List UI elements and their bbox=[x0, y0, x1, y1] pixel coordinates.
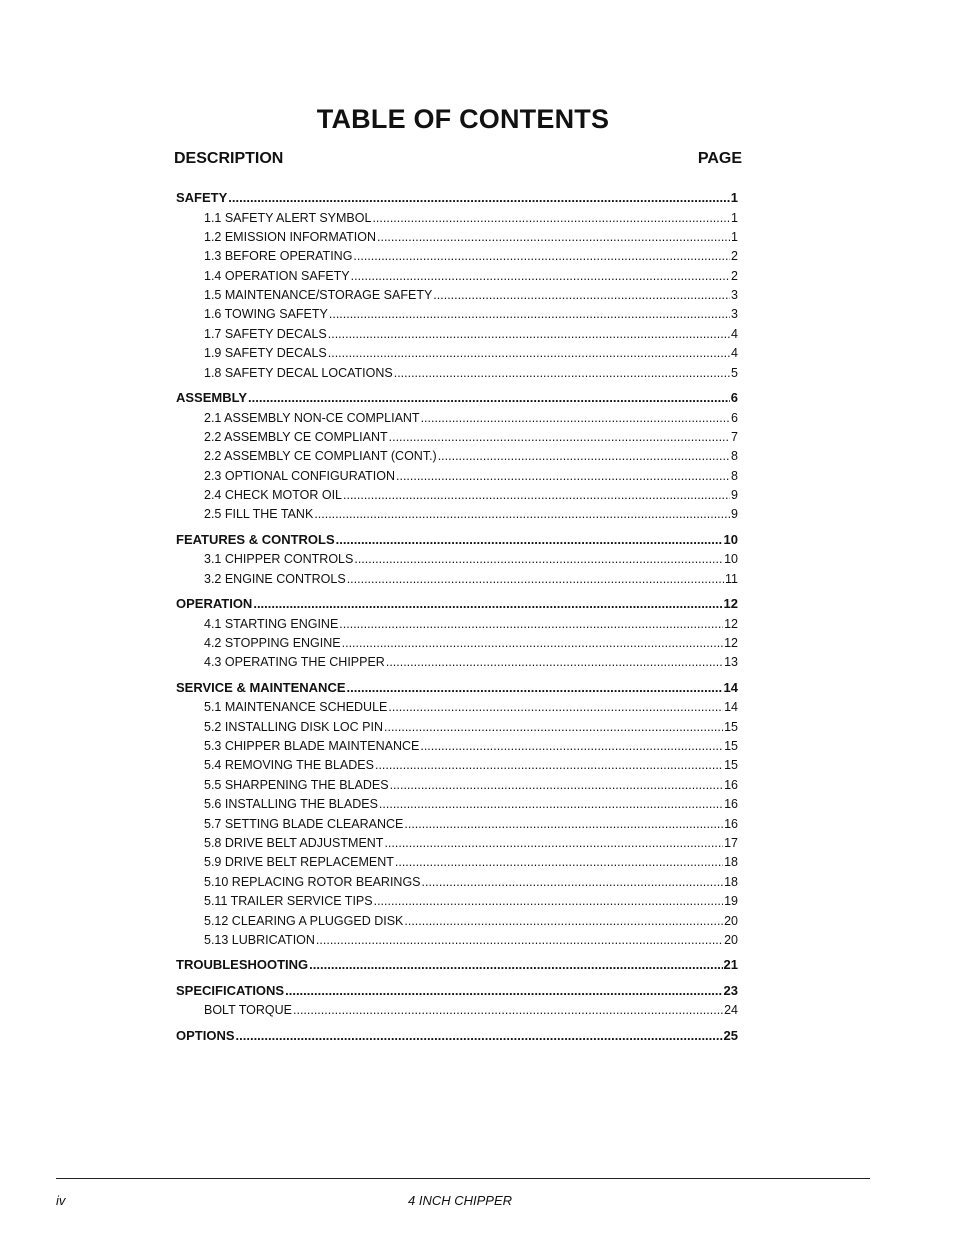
toc-subsection-entry-label: 1.5 MAINTENANCE/STORAGE SAFETY bbox=[204, 288, 433, 303]
toc-subsection-entry-page-number: 2 bbox=[731, 268, 738, 283]
column-headers bbox=[174, 150, 742, 172]
toc-subsection-entry-page-number: 6 bbox=[731, 410, 738, 425]
toc-subsection-entry-page-number: 17 bbox=[724, 836, 738, 851]
dot-leader bbox=[384, 720, 723, 734]
toc-subsection-entry-label: 2.1 ASSEMBLY NON-CE COMPLIANT bbox=[204, 410, 420, 425]
toc-section bbox=[176, 1028, 738, 1049]
toc-subsection-entry-label: 4.3 OPERATING THE CHIPPER bbox=[204, 655, 385, 670]
toc-subsection-entry-label: 1.2 EMISSION INFORMATION bbox=[204, 229, 377, 244]
toc-subsection-entry-page-number: 8 bbox=[731, 468, 738, 483]
dot-leader bbox=[394, 366, 730, 380]
toc-subsection-entry-label: 1.3 BEFORE OPERATING bbox=[204, 249, 353, 264]
toc-subsection-entry bbox=[176, 366, 738, 385]
toc-subsection-entry bbox=[176, 269, 738, 288]
toc-subsection-entry-label: 5.1 MAINTENANCE SCHEDULE bbox=[204, 700, 388, 715]
toc-subsection-entry-label: 5.10 REPLACING ROTOR BEARINGS bbox=[204, 874, 421, 889]
description-column-header: DESCRIPTION bbox=[174, 150, 284, 167]
toc-subsection-entry-label: 5.4 REMOVING THE BLADES bbox=[204, 758, 374, 773]
dot-leader bbox=[328, 327, 730, 341]
toc-subsection-entry-label: 4.2 STOPPING ENGINE bbox=[204, 636, 341, 651]
toc-section-entry-page-number: 14 bbox=[723, 679, 738, 695]
toc-subsection-entry bbox=[176, 617, 738, 636]
table-of-contents bbox=[176, 190, 738, 1053]
toc-subsection-entry-page-number: 12 bbox=[724, 616, 738, 631]
toc-subsection-entry-label: 5.5 SHARPENING THE BLADES bbox=[204, 777, 389, 792]
toc-section-entry bbox=[176, 190, 738, 211]
toc-subsection-entry-label: 2.2 ASSEMBLY CE COMPLIANT bbox=[204, 429, 388, 444]
toc-subsection-entry-page-number: 5 bbox=[731, 365, 738, 380]
toc-subsection-entry-page-number: 20 bbox=[724, 913, 738, 928]
dot-leader bbox=[388, 700, 723, 714]
toc-subsection-entry-page-number: 3 bbox=[731, 307, 738, 322]
toc-subsection-entry-label: 5.6 INSTALLING THE BLADES bbox=[204, 797, 378, 812]
dot-leader bbox=[339, 617, 723, 631]
toc-section-entry-page-number: 12 bbox=[723, 596, 738, 612]
toc-subsection-entry bbox=[176, 411, 738, 430]
toc-subsection-entry bbox=[176, 720, 738, 739]
toc-subsection-entry-page-number: 20 bbox=[724, 933, 738, 947]
dot-leader bbox=[404, 817, 723, 831]
toc-section-entry-page-number: 10 bbox=[723, 531, 738, 547]
toc-subsection-entry-page-number: 19 bbox=[724, 894, 738, 909]
toc-subsection-entry-page-number: 18 bbox=[724, 874, 738, 889]
dot-leader bbox=[375, 758, 723, 772]
toc-subsection-entry-label: 1.4 OPERATION SAFETY bbox=[204, 268, 350, 283]
toc-subsection-entry bbox=[176, 758, 738, 777]
dot-leader bbox=[328, 346, 730, 360]
toc-subsection-entry-label: 1.1 SAFETY ALERT SYMBOL bbox=[204, 210, 372, 225]
toc-section-entry-label: OPERATION bbox=[176, 596, 253, 612]
dot-leader bbox=[342, 636, 723, 650]
dot-leader bbox=[420, 739, 723, 753]
document-title: 4 INCH CHIPPER bbox=[408, 1193, 513, 1208]
dot-leader bbox=[395, 855, 723, 869]
dot-leader bbox=[309, 957, 722, 972]
dot-leader bbox=[354, 552, 723, 566]
toc-subsection-entry-page-number: 3 bbox=[731, 288, 738, 303]
toc-subsection-entry bbox=[176, 894, 738, 913]
dot-leader bbox=[343, 488, 730, 502]
toc-section-entry bbox=[176, 390, 738, 411]
toc-subsection-entry bbox=[176, 307, 738, 326]
dot-leader bbox=[316, 933, 723, 947]
toc-section-entry bbox=[176, 532, 738, 553]
toc-subsection-entry bbox=[176, 230, 738, 249]
dot-leader bbox=[404, 914, 723, 928]
toc-subsection-entry-page-number: 7 bbox=[731, 429, 738, 444]
toc-section-entry-label: SPECIFICATIONS bbox=[176, 982, 285, 998]
toc-subsection-entry-label: 5.12 CLEARING A PLUGGED DISK bbox=[204, 913, 404, 928]
toc-subsection-entry-label: 5.11 TRAILER SERVICE TIPS bbox=[204, 894, 373, 909]
toc-subsection-entry-label: 3.1 CHIPPER CONTROLS bbox=[204, 552, 354, 567]
toc-subsection-entry-page-number: 13 bbox=[724, 655, 738, 670]
toc-subsection-entry bbox=[176, 469, 738, 488]
toc-subsection-entry-label: 2.4 CHECK MOTOR OIL bbox=[204, 488, 342, 503]
toc-subsection-entry bbox=[176, 552, 738, 571]
toc-subsection-entry bbox=[176, 855, 738, 874]
toc-section bbox=[176, 957, 738, 978]
toc-section-entry-page-number: 1 bbox=[730, 190, 738, 205]
dot-leader bbox=[353, 249, 730, 263]
toc-section-entry-label: TROUBLESHOOTING bbox=[176, 957, 309, 973]
toc-subsection-entry-label: BOLT TORQUE bbox=[204, 1003, 292, 1018]
toc-subsection-entry bbox=[176, 327, 738, 346]
dot-leader bbox=[228, 190, 729, 205]
toc-section-entry-label: ASSEMBLY bbox=[176, 390, 248, 406]
toc-subsection-entry-page-number: 15 bbox=[724, 758, 738, 773]
toc-section-entry bbox=[176, 983, 738, 1004]
toc-subsection-entry bbox=[176, 346, 738, 365]
toc-subsection-entry-label: 1.6 TOWING SAFETY bbox=[204, 307, 328, 322]
toc-subsection-entry bbox=[176, 1003, 738, 1022]
toc-subsection-entry-label: 2.2 ASSEMBLY CE COMPLIANT (CONT.) bbox=[204, 449, 437, 464]
dot-leader bbox=[422, 875, 724, 889]
toc-subsection-entry-page-number: 1 bbox=[731, 210, 738, 225]
toc-subsection-entry-page-number: 10 bbox=[724, 552, 738, 567]
toc-subsection-entry-page-number: 4 bbox=[731, 326, 738, 341]
toc-section-entry-page-number: 23 bbox=[723, 982, 738, 998]
toc-subsection-entry bbox=[176, 778, 738, 797]
toc-subsection-entry-page-number: 14 bbox=[724, 700, 738, 715]
toc-subsection-entry-page-number: 11 bbox=[725, 571, 738, 586]
toc-subsection-entry bbox=[176, 488, 738, 507]
toc-subsection-entry-page-number: 9 bbox=[731, 507, 738, 522]
toc-section-entry-page-number: 21 bbox=[723, 957, 738, 973]
toc-subsection-entry-page-number: 8 bbox=[731, 449, 738, 464]
toc-subsection-entry-label: 4.1 STARTING ENGINE bbox=[204, 616, 339, 631]
toc-subsection-entry bbox=[176, 817, 738, 836]
toc-subsection-entry-label: 5.2 INSTALLING DISK LOC PIN bbox=[204, 719, 383, 734]
dot-leader bbox=[372, 211, 730, 225]
toc-subsection-entry bbox=[176, 655, 738, 674]
toc-subsection-entry-page-number: 1 bbox=[731, 229, 738, 244]
toc-subsection-entry bbox=[176, 797, 738, 816]
toc-subsection-entry-label: 2.5 FILL THE TANK bbox=[204, 507, 314, 522]
toc-section-entry bbox=[176, 1028, 738, 1049]
dot-leader bbox=[347, 572, 724, 586]
toc-subsection-entry-page-number: 12 bbox=[724, 636, 738, 651]
toc-subsection-entry-page-number: 4 bbox=[731, 346, 738, 361]
dot-leader bbox=[396, 469, 730, 483]
toc-subsection-entry bbox=[176, 572, 738, 591]
toc-section-entry-label: FEATURES & CONTROLS bbox=[176, 531, 335, 547]
toc-subsection-entry-page-number: 15 bbox=[724, 719, 738, 734]
footer-divider bbox=[56, 1178, 870, 1179]
toc-subsection-entry-page-number: 16 bbox=[724, 777, 738, 792]
dot-leader bbox=[236, 1028, 723, 1043]
toc-subsection-entry bbox=[176, 507, 738, 526]
toc-section-entry-page-number: 25 bbox=[723, 1027, 738, 1043]
toc-section bbox=[176, 532, 738, 591]
page-folio: iv bbox=[56, 1193, 66, 1208]
toc-subsection-entry bbox=[176, 933, 738, 952]
page-column-header: PAGE bbox=[697, 150, 742, 167]
dot-leader bbox=[379, 797, 723, 811]
toc-subsection-entry-page-number: 2 bbox=[731, 249, 738, 264]
toc-subsection-entry bbox=[176, 700, 738, 719]
dot-leader bbox=[314, 507, 730, 521]
toc-section-entry-label: SAFETY bbox=[176, 190, 228, 205]
toc-section-entry bbox=[176, 680, 738, 701]
toc-subsection-entry bbox=[176, 288, 738, 307]
dot-leader bbox=[421, 411, 730, 425]
toc-subsection-entry-label: 2.3 OPTIONAL CONFIGURATION bbox=[204, 468, 395, 483]
dot-leader bbox=[374, 894, 724, 908]
toc-subsection-entry-page-number: 15 bbox=[724, 739, 738, 754]
dot-leader bbox=[285, 983, 722, 998]
toc-subsection-entry-label: 5.8 DRIVE BELT ADJUSTMENT bbox=[204, 836, 384, 851]
toc-section-entry bbox=[176, 596, 738, 617]
toc-subsection-entry-label: 5.7 SETTING BLADE CLEARANCE bbox=[204, 816, 404, 831]
toc-subsection-entry-page-number: 18 bbox=[724, 855, 738, 870]
toc-subsection-entry bbox=[176, 430, 738, 449]
dot-leader bbox=[377, 230, 730, 244]
toc-section bbox=[176, 390, 738, 527]
toc-section-entry-page-number: 6 bbox=[730, 390, 738, 406]
toc-subsection-entry bbox=[176, 836, 738, 855]
dot-leader bbox=[384, 836, 723, 850]
toc-subsection-entry-label: 3.2 ENGINE CONTROLS bbox=[204, 571, 346, 586]
toc-section-entry-label: OPTIONS bbox=[176, 1027, 235, 1043]
dot-leader bbox=[336, 532, 723, 547]
page-title: TABLE OF CONTENTS bbox=[316, 104, 610, 134]
toc-subsection-entry-page-number: 16 bbox=[724, 797, 738, 812]
toc-subsection-entry-label: 1.7 SAFETY DECALS bbox=[204, 326, 327, 341]
toc-subsection-entry-label: 1.8 SAFETY DECAL LOCATIONS bbox=[204, 365, 393, 380]
toc-section bbox=[176, 983, 738, 1023]
toc-subsection-entry-label: 5.9 DRIVE BELT REPLACEMENT bbox=[204, 855, 394, 870]
toc-section-entry-label: SERVICE & MAINTENANCE bbox=[176, 679, 346, 695]
dot-leader bbox=[347, 680, 723, 695]
toc-section-entry bbox=[176, 957, 738, 978]
dot-leader bbox=[389, 430, 730, 444]
toc-subsection-entry-page-number: 24 bbox=[724, 1003, 738, 1018]
toc-subsection-entry bbox=[176, 875, 738, 894]
toc-subsection-entry bbox=[176, 211, 738, 230]
dot-leader bbox=[329, 307, 730, 321]
dot-leader bbox=[438, 449, 730, 463]
dot-leader bbox=[433, 288, 730, 302]
dot-leader bbox=[253, 596, 722, 611]
toc-subsection-entry-label: 5.3 CHIPPER BLADE MAINTENANCE bbox=[204, 739, 420, 754]
toc-subsection-entry bbox=[176, 914, 738, 933]
toc-subsection-entry-label: 5.13 LUBRICATION bbox=[204, 933, 315, 947]
dot-leader bbox=[390, 778, 724, 792]
toc-subsection-entry-label: 1.9 SAFETY DECALS bbox=[204, 346, 327, 361]
dot-leader bbox=[248, 390, 730, 405]
toc-subsection-entry-page-number: 9 bbox=[731, 488, 738, 503]
dot-leader bbox=[293, 1003, 723, 1017]
toc-subsection-entry bbox=[176, 449, 738, 468]
dot-leader bbox=[386, 655, 723, 669]
toc-subsection-entry bbox=[176, 739, 738, 758]
toc-section bbox=[176, 190, 738, 385]
toc-subsection-entry bbox=[176, 249, 738, 268]
toc-section bbox=[176, 596, 738, 675]
toc-subsection-entry-page-number: 16 bbox=[724, 816, 738, 831]
toc-subsection-entry bbox=[176, 636, 738, 655]
dot-leader bbox=[351, 269, 730, 283]
toc-section bbox=[176, 680, 738, 953]
